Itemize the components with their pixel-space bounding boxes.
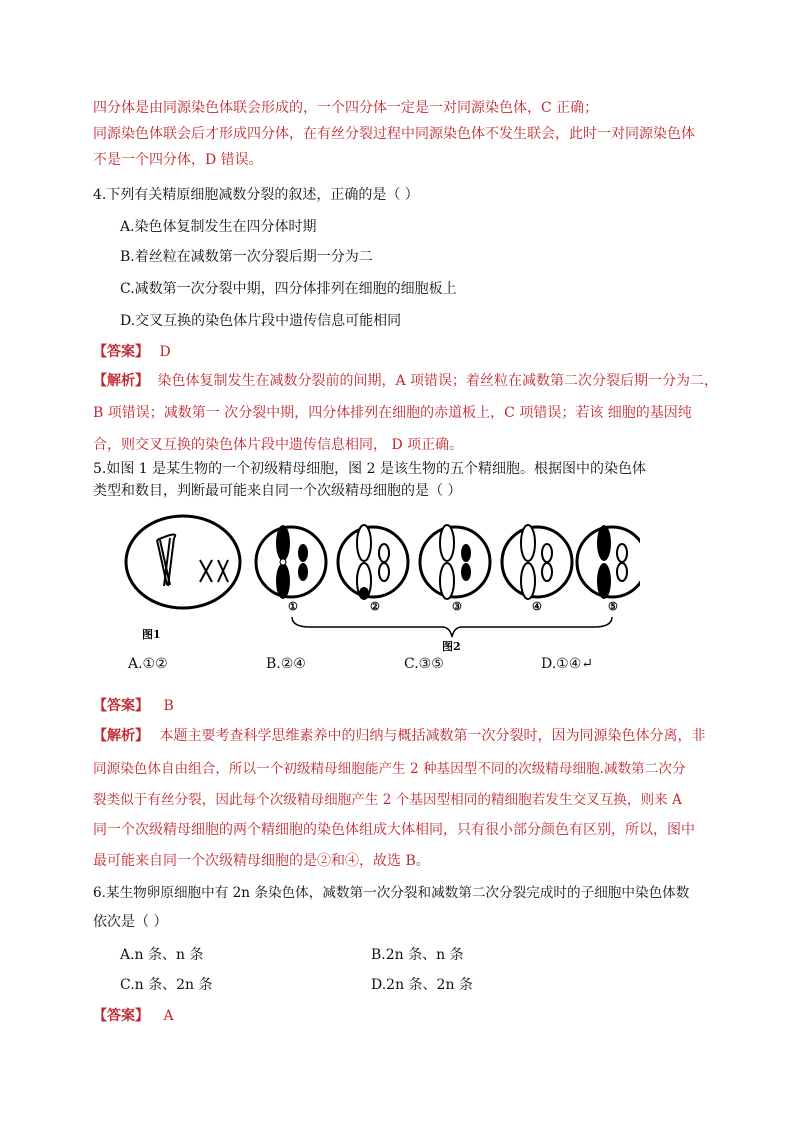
answer-value: A	[163, 1008, 174, 1024]
cell-2	[338, 525, 408, 599]
q5-analysis-line-2: 同源染色体自由组合，所以一个初级精母细胞能产生 2 种基因型不同的次级精母细胞.减数第二次分	[93, 761, 686, 777]
intro-line-1: 四分体是由同源染色体联会形成的，一个四分体一定是一对同源染色体，C 正确；	[93, 100, 599, 116]
answer-value: D	[159, 344, 171, 360]
cell-label-5: ⑤	[608, 600, 618, 613]
intro-line-3: 不是一个四分体，D 错误。	[93, 152, 263, 168]
fig1-chromosome-pair-small	[200, 560, 228, 582]
q6-option-c: C.n 条、2n 条	[120, 977, 213, 993]
q4-option-d: D.交叉互换的染色体片段中遗传信息可能相同	[120, 313, 402, 329]
analysis-tag: 【解析】	[93, 728, 149, 744]
q4-option-a: A.染色体复制发生在四分体时期	[120, 219, 317, 235]
q5-analysis-line-5: 最可能来自同一个次级精母细胞的是②和④，故选 B。	[93, 853, 430, 869]
q6-option-a: A.n 条、n 条	[120, 947, 204, 963]
fig1-chromosome-pair-large	[157, 534, 175, 586]
q4-option-c: C.减数第一次分裂中期，四分体排列在细胞的细胞板上	[120, 281, 457, 297]
fig1-primary-cell	[126, 516, 240, 608]
q5-analysis-line-4: 同一个次级精母细胞的两个精细胞的染色体组成大体相同，只有很小部分颜色有区别，所以，图中	[93, 822, 695, 838]
q5-stem-line-2: 类型和数目，判断最可能来自同一个次级精母细胞的是（ ）	[93, 483, 462, 499]
q4-analysis-line-1	[93, 370, 718, 390]
q6-option-d: D.2n 条、2n 条	[371, 977, 473, 993]
cell-label-1: ①	[288, 600, 298, 613]
analysis-tag: 【解析】	[93, 373, 149, 389]
q5-stem-line-1: 5.如图 1 是某生物的一个初级精母细胞，图 2 是该生物的五个精细胞。根据图中的染色体	[93, 461, 646, 477]
meiosis-figure	[120, 510, 640, 660]
analysis-text: 染色体复制发生在减数分裂前的间期，A 项错误；着丝粒在减数第二次分裂后期一分为二，	[157, 373, 719, 389]
fig2-label: 图2	[442, 640, 461, 653]
q5-option-c: C.③⑤	[404, 656, 444, 672]
q5-analysis-line-1	[93, 725, 705, 745]
answer-tag: 【答案】	[93, 1008, 149, 1024]
q4-analysis-line-2: B 项错误；减数第一 次分裂中期，四分体排列在细胞的赤道板上，C 项错误；若该 细胞的基因纯	[93, 405, 692, 421]
q5-option-a: A.①②	[128, 656, 168, 672]
q5-answer	[93, 695, 174, 715]
q6-stem-line-2: 依次是（ ）	[93, 914, 168, 930]
cell-5	[577, 525, 640, 599]
cell-4	[502, 525, 572, 599]
q5-option-b: B.②④	[266, 656, 306, 672]
fig2-brace	[292, 617, 612, 637]
q4-analysis-line-3: 合，则交叉互换的染色体片段中遗传信息相同， D 项正确。	[93, 437, 464, 453]
answer-value: B	[163, 698, 174, 714]
answer-tag: 【答案】	[93, 698, 149, 714]
cell-label-3: ③	[452, 600, 462, 613]
q4-answer	[93, 341, 171, 361]
cell-1	[256, 525, 326, 599]
q6-answer	[93, 1005, 174, 1025]
q5-analysis-line-3: 裂类似于有丝分裂，因此每个次级精母细胞产生 2 个基因型相同的精细胞若发生交叉互换，则来 A	[93, 792, 682, 808]
intro-line-2: 同源染色体联会后才形成四分体，在有丝分裂过程中同源染色体不发生联会，此时一对同源染色体	[93, 126, 695, 142]
q6-option-b: B.2n 条、n 条	[371, 947, 464, 963]
q5-option-d: D.①④↵	[541, 656, 594, 672]
fig1-label: 图1	[142, 628, 161, 641]
analysis-text: 本题主要考查科学思维素养中的归纳与概括减数第一次分裂时，因为同源染色体分离，非	[159, 728, 706, 744]
cell-label-2: ②	[370, 600, 380, 613]
q4-stem: 4.下列有关精原细胞减数分裂的叙述，正确的是（ ）	[93, 187, 419, 203]
answer-tag: 【答案】	[93, 344, 149, 360]
cell-3	[420, 525, 490, 599]
cell-label-4: ④	[532, 600, 542, 613]
q6-stem-line-1: 6.某生物卵原细胞中有 2n 条染色体，减数第一次分裂和减数第二次分裂完成时的子细胞中染色体数	[93, 885, 690, 901]
q4-option-b: B.着丝粒在减数第一次分裂后期一分为二	[120, 249, 373, 265]
